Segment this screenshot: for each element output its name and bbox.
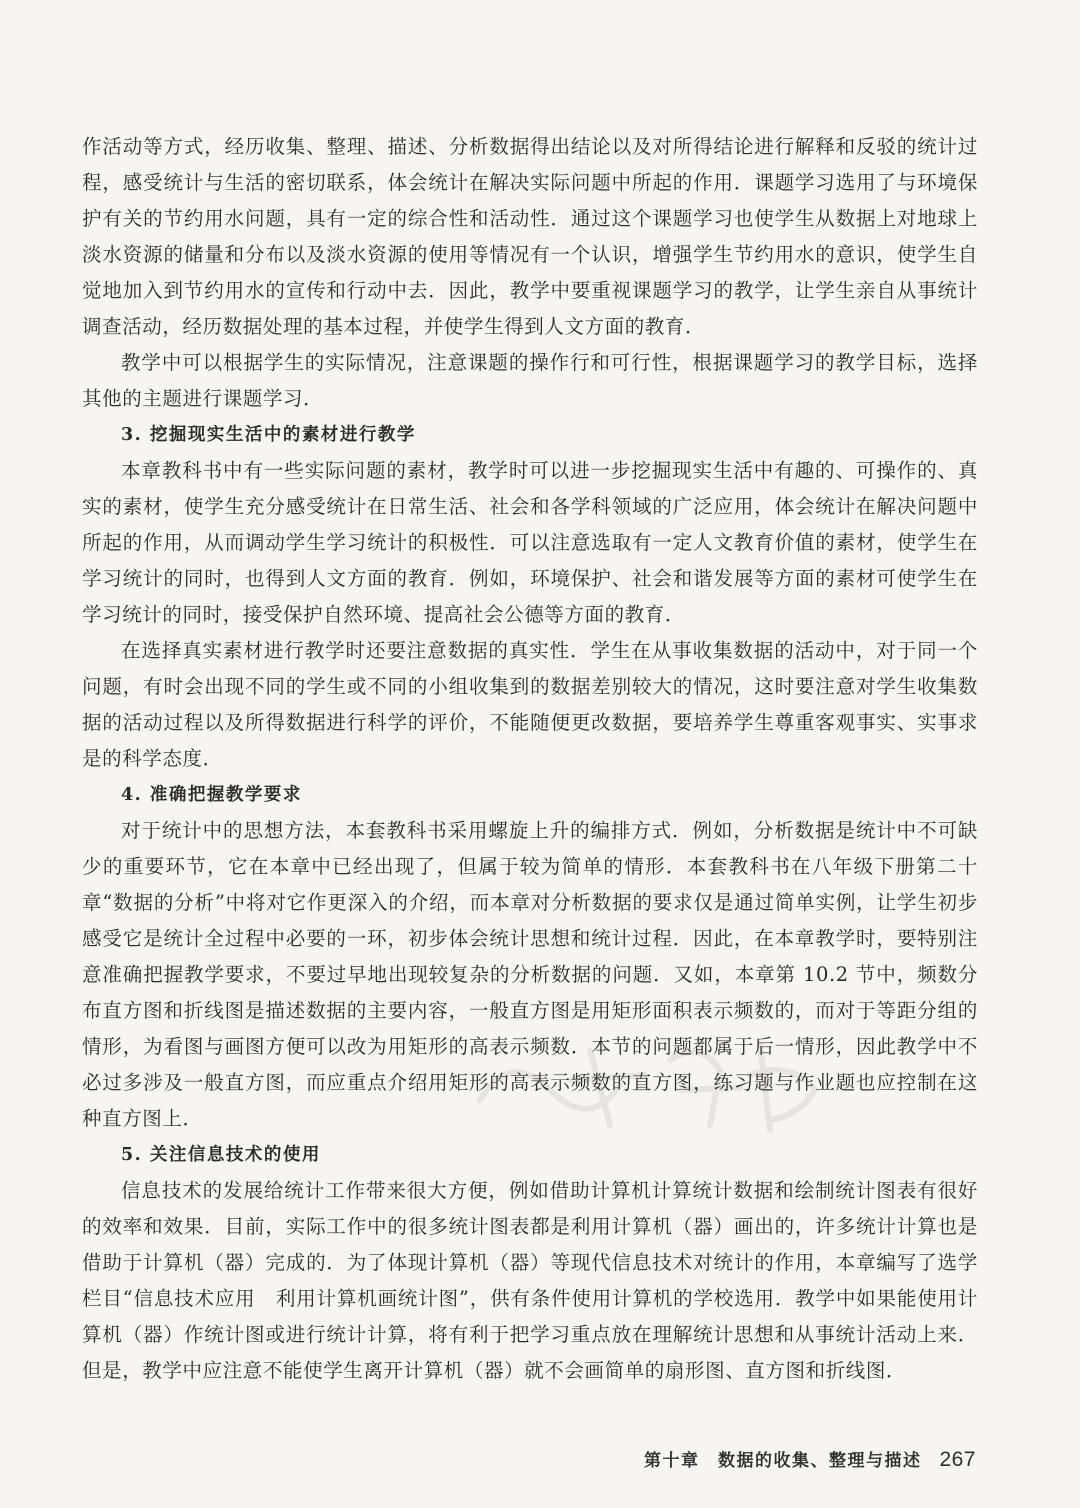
paragraph-1: 作活动等方式，经历收集、整理、描述、分析数据得出结论以及对所得结论进行解释和反驳的统计过程，感受统计与生活的密切联系，体会统计在解决实际问题中所起的作用．课题学习选用了与环境保护有关的节约用水问题，具有一定的综合性和活动性．通过这个课题学习也使学生从数据上对地球上淡水资源的储量和分布以及淡水资源的使用等情况有一个认识，增强学生节约用水的意识，使学生自觉地加入到节约用水的宣传和行动中去．因此，教学中要重视课题学习的教学，让学生亲自从事统计调查活动，经历数据处理的基本过程，并使学生得到人文方面的教育．: [82, 135, 978, 338]
page-number: 267: [939, 1448, 976, 1471]
section-heading-5: 5. 关注信息技术的使用: [121, 1145, 321, 1165]
page-footer: [644, 1446, 976, 1472]
paragraph-4: 在选择真实素材进行教学时还要注意数据的真实性．学生在从事收集数据的活动中，对于同一个问题，有时会出现不同的学生或不同的小组收集到的数据差别较大的情况，这时要注意对学生收集数据的活动过程以及所得数据进行科学的评价，不能随便更改数据，要培养学生尊重客观事实、实事求是的科学态度．: [82, 639, 978, 770]
section-heading-3: 3. 挖掘现实生活中的素材进行教学: [121, 425, 416, 445]
paragraph-3: 本章教科书中有一些实际问题的素材，教学时可以进一步挖掘现实生活中有趣的、可操作的、真实的素材，使学生充分感受统计在日常生活、社会和各学科领域的广泛应用，体会统计在解决问题中所起的作用，从而调动学生学习统计的积极性．可以注意选取有一定人文教育价值的素材，使学生在学习统计的同时，也得到人文方面的教育．例如，环境保护、社会和谐发展等方面的素材可使学生在学习统计的同时，接受保护自然环境、提高社会公德等方面的教育．: [82, 459, 978, 626]
chapter-title: 第十章 数据的收集、整理与描述: [643, 1451, 922, 1471]
paragraph-6: 信息技术的发展给统计工作带来很大方便，例如借助计算机计算统计数据和绘制统计图表有很好的效率和效果．目前，实际工作中的很多统计图表都是利用计算机（器）画出的，许多统计计算也是借助于计算机（器）完成的．为了体现计算机（器）等现代信息技术对统计的作用，本章编写了选学栏目“信息技术应用 利用计算机画统计图”，供有条件使用计算机的学校选用．教学中如果能使用计算机（器）作统计图或进行统计计算，将有利于把学习重点放在理解统计思想和从事统计活动上来．但是，教学中应注意不能使学生离开计算机（器）就不会画简单的扇形图、直方图和折线图．: [82, 1179, 978, 1382]
paragraph-2: 教学中可以根据学生的实际情况，注意课题的操作行和可行性，根据课题学习的教学目标，选择其他的主题进行课题学习．: [82, 351, 978, 410]
body-text: [82, 129, 978, 1389]
section-heading-4: 4. 准确把握教学要求: [121, 785, 302, 805]
paragraph-5: 对于统计中的思想方法，本套教科书采用螺旋上升的编排方式．例如，分析数据是统计中不可缺少的重要环节，它在本章中已经出现了，但属于较为简单的情形．本套教科书在八年级下册第二十章“数据的分析”中将对它作更深入的介绍，而本章对分析数据的要求仅是通过简单实例，让学生初步感受它是统计全过程中必要的一环，初步体会统计思想和统计过程．因此，在本章教学时，要特别注意准确把握教学要求，不要过早地出现较复杂的分析数据的问题．又如，本章第 10.2 节中，频数分布直方图和折线图是描述数据的主要内容，一般直方图是用矩形面积表示频数的，而对于等距分组的情形，为看图与画图方便可以改为用矩形的高表示频数．本节的问题都属于后一情形，因此教学中不必过多涉及一般直方图，而应重点介绍用矩形的高表示频数的直方图，练习题与作业题也应控制在这种直方图上．: [82, 819, 978, 1130]
